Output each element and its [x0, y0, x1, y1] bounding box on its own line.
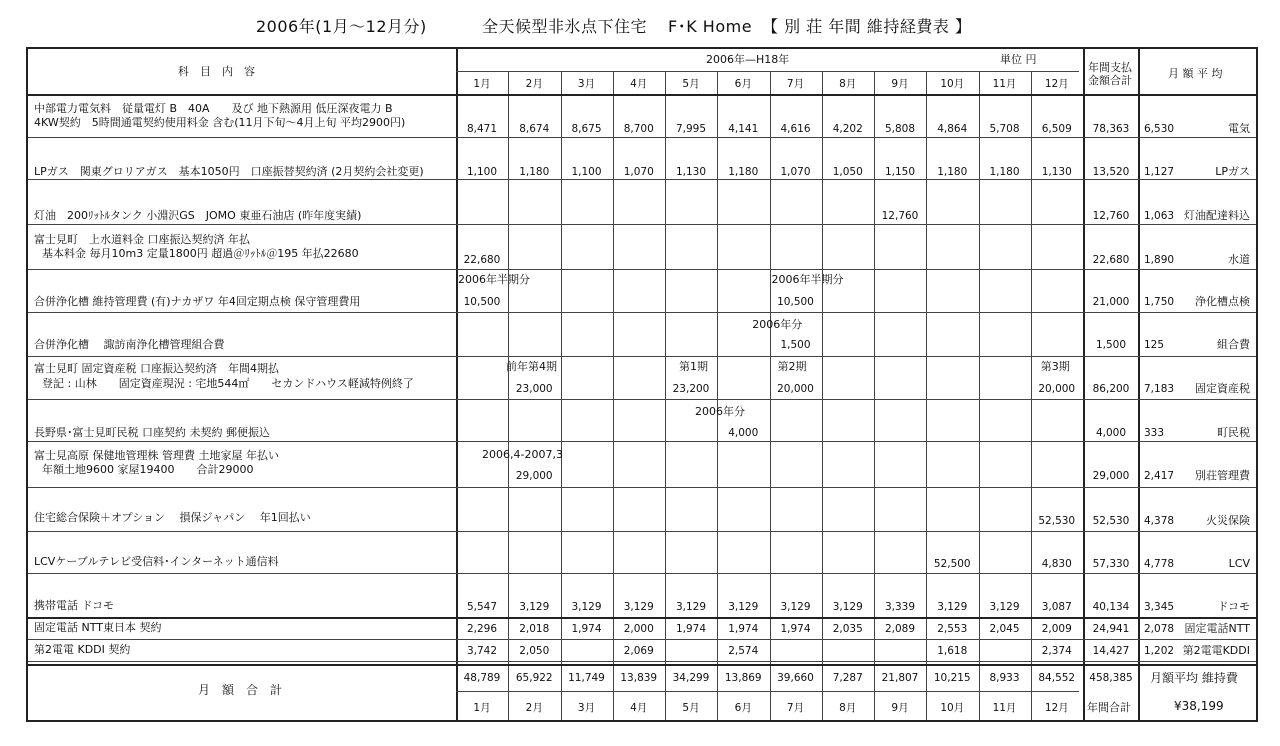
cell-value: 23,200	[672, 383, 710, 395]
monthly-average: 1,750	[1144, 296, 1175, 308]
cell-value: 3,129	[780, 601, 811, 613]
monthly-average: 7,183	[1144, 383, 1175, 395]
title-house-type: 全天候型非氷点下住宅	[482, 17, 648, 36]
cell-value: 2,018	[519, 623, 550, 635]
cell-value: 2,045	[989, 623, 1020, 635]
footer-month-total: 7,287	[832, 672, 863, 684]
footer-month-total: 84,552	[1038, 672, 1076, 684]
monthly-average: 3,345	[1144, 601, 1175, 613]
header-month: 3月	[577, 78, 596, 90]
category-label: 固定資産税	[1195, 382, 1250, 395]
annual-total: 24,941	[1092, 623, 1130, 635]
cell-value: 8,675	[571, 123, 602, 135]
cell-value: 12,760	[881, 210, 919, 222]
category-label: LCV	[1228, 557, 1250, 570]
category-label: 灯油配達料込	[1184, 209, 1250, 222]
cell-value: 5,547	[466, 601, 498, 613]
row-denki-line2: 4KW契約 5時間通電契約使用料金 含む(11月下旬～4月上旬 平均2900円)	[34, 116, 406, 129]
cell-value: 1,070	[780, 166, 811, 178]
footer-month: 5月	[682, 702, 700, 714]
cell-value: 3,129	[623, 601, 654, 613]
header-month: 2月	[525, 78, 543, 90]
annual-total: 21,000	[1092, 296, 1130, 308]
cell-value: 8,471	[466, 123, 498, 135]
cell-value: 2,089	[884, 623, 916, 635]
title-brand: F･K Home	[668, 17, 753, 36]
monthly-average: 6,530	[1144, 123, 1175, 135]
cell-value: 52,500	[933, 558, 971, 570]
footer-month-total: 34,299	[672, 672, 710, 684]
row-kotei-line1: 富士見町 固定資産税 口座振込契約済 年間4期払	[34, 362, 279, 375]
cell-value: 3,742	[466, 645, 498, 657]
footer-avg-value: ¥38,199	[1174, 699, 1224, 713]
cell-value: 2,374	[1041, 645, 1072, 657]
category-label: 組合費	[1217, 338, 1250, 351]
footer-month: 4月	[630, 702, 648, 714]
header-month: 5月	[682, 78, 700, 90]
monthly-average: 1,127	[1144, 166, 1175, 178]
row-toyu-line1: 灯油 200ﾘｯﾄﾙタンク 小淵沢GS JOMO 東亜石油店 (昨年度実績)	[34, 209, 362, 222]
header-year-range: 2006年—H18年	[706, 53, 790, 66]
expense-table	[26, 47, 1258, 722]
category-label: 別荘管理費	[1195, 469, 1250, 482]
header-subject: 科 目 内 容	[178, 65, 255, 78]
footer-month-total: 65,922	[515, 672, 553, 684]
header-month: 7月	[786, 78, 805, 90]
category-label: ドコモ	[1217, 600, 1250, 613]
footer-month: 10月	[940, 702, 965, 714]
header-month: 11月	[992, 78, 1017, 90]
cell-value: 1,180	[519, 166, 550, 178]
footer-month-total: 48,789	[463, 672, 501, 684]
cell-value: 1,070	[623, 166, 654, 178]
cell-value: 6,509	[1041, 123, 1072, 135]
footer-month: 12月	[1044, 702, 1069, 714]
row-kumiai-line1: 合併浄化槽 諏訪南浄化槽管理組合費	[34, 338, 225, 351]
cell-value: 2,296	[466, 623, 498, 635]
cell-value: 20,000	[1038, 383, 1076, 395]
header-monthly-average: 月 額 平 均	[1168, 67, 1223, 80]
cell-value: 1,150	[884, 166, 916, 178]
row-kotei-period2: 第2期	[777, 360, 807, 373]
row-kanri-note: 2006,4-2007,3	[482, 448, 563, 461]
cell-value: 1,974	[675, 623, 707, 635]
cell-value: 3,129	[728, 601, 759, 613]
row-lcv-line1: LCVケーブルテレビ受信料･インターネット通信料	[34, 555, 279, 568]
row-kotei-period1: 第1期	[679, 360, 708, 373]
row-kanri-line1: 富士見高原 保健地管理株 管理費 土地家屋 年払い	[34, 449, 279, 462]
row-jouka-line1: 合併浄化槽 維持管理費 (有)ナカザワ 年4回定期点検 保守管理費用	[34, 295, 361, 308]
cell-value: 4,141	[728, 123, 759, 135]
annual-total: 12,760	[1092, 210, 1130, 222]
row-kotei-prev-period: 前年第4期	[506, 360, 557, 373]
cell-value: 10,500	[463, 296, 501, 308]
cell-value: 2,000	[623, 623, 654, 635]
cell-value: 2,009	[1041, 623, 1072, 635]
footer-month: 11月	[992, 702, 1017, 714]
cell-value: 1,100	[466, 166, 498, 178]
row-docomo-line1: 携帯電話 ドコモ	[34, 599, 115, 612]
cell-value: 22,680	[463, 254, 501, 266]
cell-value: 8,700	[623, 123, 654, 135]
cell-value: 1,618	[937, 645, 968, 657]
row-kumiai-note: 2006年分	[752, 318, 803, 331]
cell-value: 4,000	[728, 427, 759, 439]
cell-value: 20,000	[777, 383, 814, 395]
row-lpgas-line1: LPガス 関東グロリアガス 基本1050円 口座振替契約済 (2月契約会社変更)	[34, 165, 424, 178]
cell-value: 3,129	[571, 601, 602, 613]
cell-value: 5,708	[989, 123, 1020, 135]
row-kanri-line2: 年額土地9600 家屋19400 合計29000	[42, 463, 254, 476]
footer-annual-total: 458,385	[1089, 672, 1133, 684]
cell-value: 1,130	[1041, 166, 1072, 178]
cell-value: 2,050	[519, 645, 550, 657]
row-suido-line1: 富士見町 上水道料金 口座振込契約済 年払	[34, 233, 250, 246]
cell-value: 4,864	[937, 123, 968, 135]
footer-month-total: 21,807	[881, 672, 919, 684]
monthly-average: 1,890	[1144, 254, 1175, 266]
monthly-average: 1,202	[1144, 645, 1175, 657]
cell-value: 1,100	[571, 166, 602, 178]
annual-total: 14,427	[1092, 645, 1130, 657]
header-month: 9月	[891, 78, 909, 90]
cell-value: 1,180	[937, 166, 968, 178]
cell-value: 52,530	[1038, 515, 1076, 527]
header-month: 8月	[839, 78, 857, 90]
footer-month: 6月	[734, 702, 752, 714]
cell-value: 5,808	[884, 123, 916, 135]
header-month: 10月	[940, 78, 965, 90]
category-label: 火災保険	[1206, 514, 1250, 527]
annual-total: 57,330	[1092, 558, 1130, 570]
header-month: 1月	[473, 78, 491, 90]
row-hoken-line1: 住宅総合保険＋オプション 損保ジャパン 年1回払い	[34, 511, 311, 524]
monthly-average: 333	[1144, 427, 1165, 439]
cell-value: 3,087	[1041, 601, 1072, 613]
row-ntt-line1: 固定電話 NTT東日本 契約	[34, 621, 162, 634]
cell-value: 1,130	[675, 166, 707, 178]
annual-total: 40,134	[1092, 601, 1130, 613]
footer-label: 月 額 合 計	[198, 683, 283, 697]
header-annual-total-1: 年間支払	[1088, 61, 1132, 74]
cell-value: 4,830	[1041, 558, 1072, 570]
annual-total: 29,000	[1092, 470, 1130, 482]
row-kotei-line2: 登記 : 山林 固定資産現況 : 宅地544㎡ セカンドハウス軽減特例終了	[42, 377, 414, 390]
monthly-average: 1,063	[1144, 210, 1175, 222]
annual-total: 13,520	[1092, 166, 1130, 178]
annual-total: 86,200	[1092, 383, 1130, 395]
monthly-average: 4,778	[1144, 558, 1175, 570]
cell-value: 8,674	[519, 123, 550, 135]
row-juminzei-line1: 長野県･富士見町民税 口座契約 未契約 郵便振込	[34, 426, 270, 439]
cell-value: 23,000	[515, 383, 553, 395]
row-kotei-period3: 第3期	[1040, 360, 1070, 373]
title-period: 2006年(1月～12月分)	[256, 17, 427, 36]
row-suido-line2: 基本料金 毎月10m3 定量1800円 超過＠ﾘｯﾄﾙ＠195 年払22680	[42, 247, 359, 260]
cell-value: 1,500	[780, 339, 811, 351]
header-unit: 単位 円	[1000, 53, 1037, 66]
monthly-average: 2,417	[1144, 470, 1175, 482]
cell-value: 1,180	[728, 166, 759, 178]
category-label: 町民税	[1217, 426, 1250, 439]
cell-value: 7,995	[675, 123, 707, 135]
cell-value: 29,000	[515, 470, 553, 482]
category-label: 浄化槽点検	[1195, 295, 1250, 308]
footer-month: 1月	[473, 702, 491, 714]
footer-month-total: 8,933	[989, 672, 1020, 684]
cell-value: 4,616	[780, 123, 811, 135]
footer-month: 7月	[786, 702, 805, 714]
monthly-average: 125	[1144, 339, 1165, 351]
document-title	[0, 14, 1280, 42]
cell-value: 2,574	[728, 645, 759, 657]
footer-month-total: 13,839	[620, 672, 658, 684]
cell-value: 3,339	[884, 601, 916, 613]
title-document-name: 【 別 荘 年間 維持経費表 】	[762, 17, 972, 36]
category-label: 水道	[1228, 253, 1250, 266]
category-label: 第2電電KDDI	[1182, 644, 1250, 657]
cell-value: 3,129	[519, 601, 550, 613]
cell-value: 1,974	[571, 623, 602, 635]
cell-value: 2,035	[832, 623, 863, 635]
row-kddi-line1: 第2電電 KDDI 契約	[34, 643, 131, 656]
cell-value: 1,180	[989, 166, 1020, 178]
header-month: 4月	[630, 78, 648, 90]
annual-total: 1,500	[1095, 339, 1127, 351]
annual-total: 22,680	[1092, 254, 1130, 266]
monthly-average: 4,378	[1144, 515, 1175, 527]
cell-value: 2,069	[623, 645, 654, 657]
cell-value: 1,974	[728, 623, 759, 635]
footer-avg-label: 月額平均 維持費	[1150, 671, 1238, 685]
monthly-average: 2,078	[1144, 623, 1175, 635]
cell-value: 1,050	[832, 166, 863, 178]
cell-value: 2,553	[937, 623, 968, 635]
category-label: LPガス	[1215, 165, 1250, 178]
cell-value: 1,974	[780, 623, 811, 635]
footer-month: 2月	[525, 702, 543, 714]
row-denki-line1: 中部電力電気料 従量電灯 B 40A 及び 地下熱源用 低圧深夜電力 B	[34, 102, 393, 115]
footer-month: 3月	[577, 702, 596, 714]
annual-total: 4,000	[1095, 427, 1127, 439]
category-label: 固定電話NTT	[1184, 622, 1250, 635]
category-label: 電気	[1228, 122, 1250, 135]
header-month: 12月	[1044, 78, 1069, 90]
row-jouka-half2: 2006年半期分	[771, 273, 844, 286]
cell-value: 3,129	[832, 601, 863, 613]
footer-month-total: 39,660	[777, 672, 814, 684]
footer-month-total: 11,749	[568, 672, 605, 684]
footer-annual-label: 年間合計	[1087, 701, 1131, 714]
footer-month: 9月	[891, 702, 909, 714]
cell-value: 3,129	[989, 601, 1020, 613]
cell-value: 10,500	[777, 296, 814, 308]
row-juminzei-note: 2006年分	[695, 405, 745, 418]
annual-total: 78,363	[1092, 123, 1130, 135]
footer-month-total: 10,215	[933, 672, 971, 684]
header-annual-total-2: 金額合計	[1088, 74, 1132, 87]
footer-month-total: 13,869	[724, 672, 762, 684]
annual-total: 52,530	[1092, 515, 1130, 527]
cell-value: 3,129	[675, 601, 707, 613]
header-month: 6月	[734, 78, 752, 90]
footer-month: 8月	[839, 702, 857, 714]
cell-value: 3,129	[937, 601, 968, 613]
row-jouka-half1: 2006年半期分	[458, 273, 530, 286]
cell-value: 4,202	[832, 123, 863, 135]
